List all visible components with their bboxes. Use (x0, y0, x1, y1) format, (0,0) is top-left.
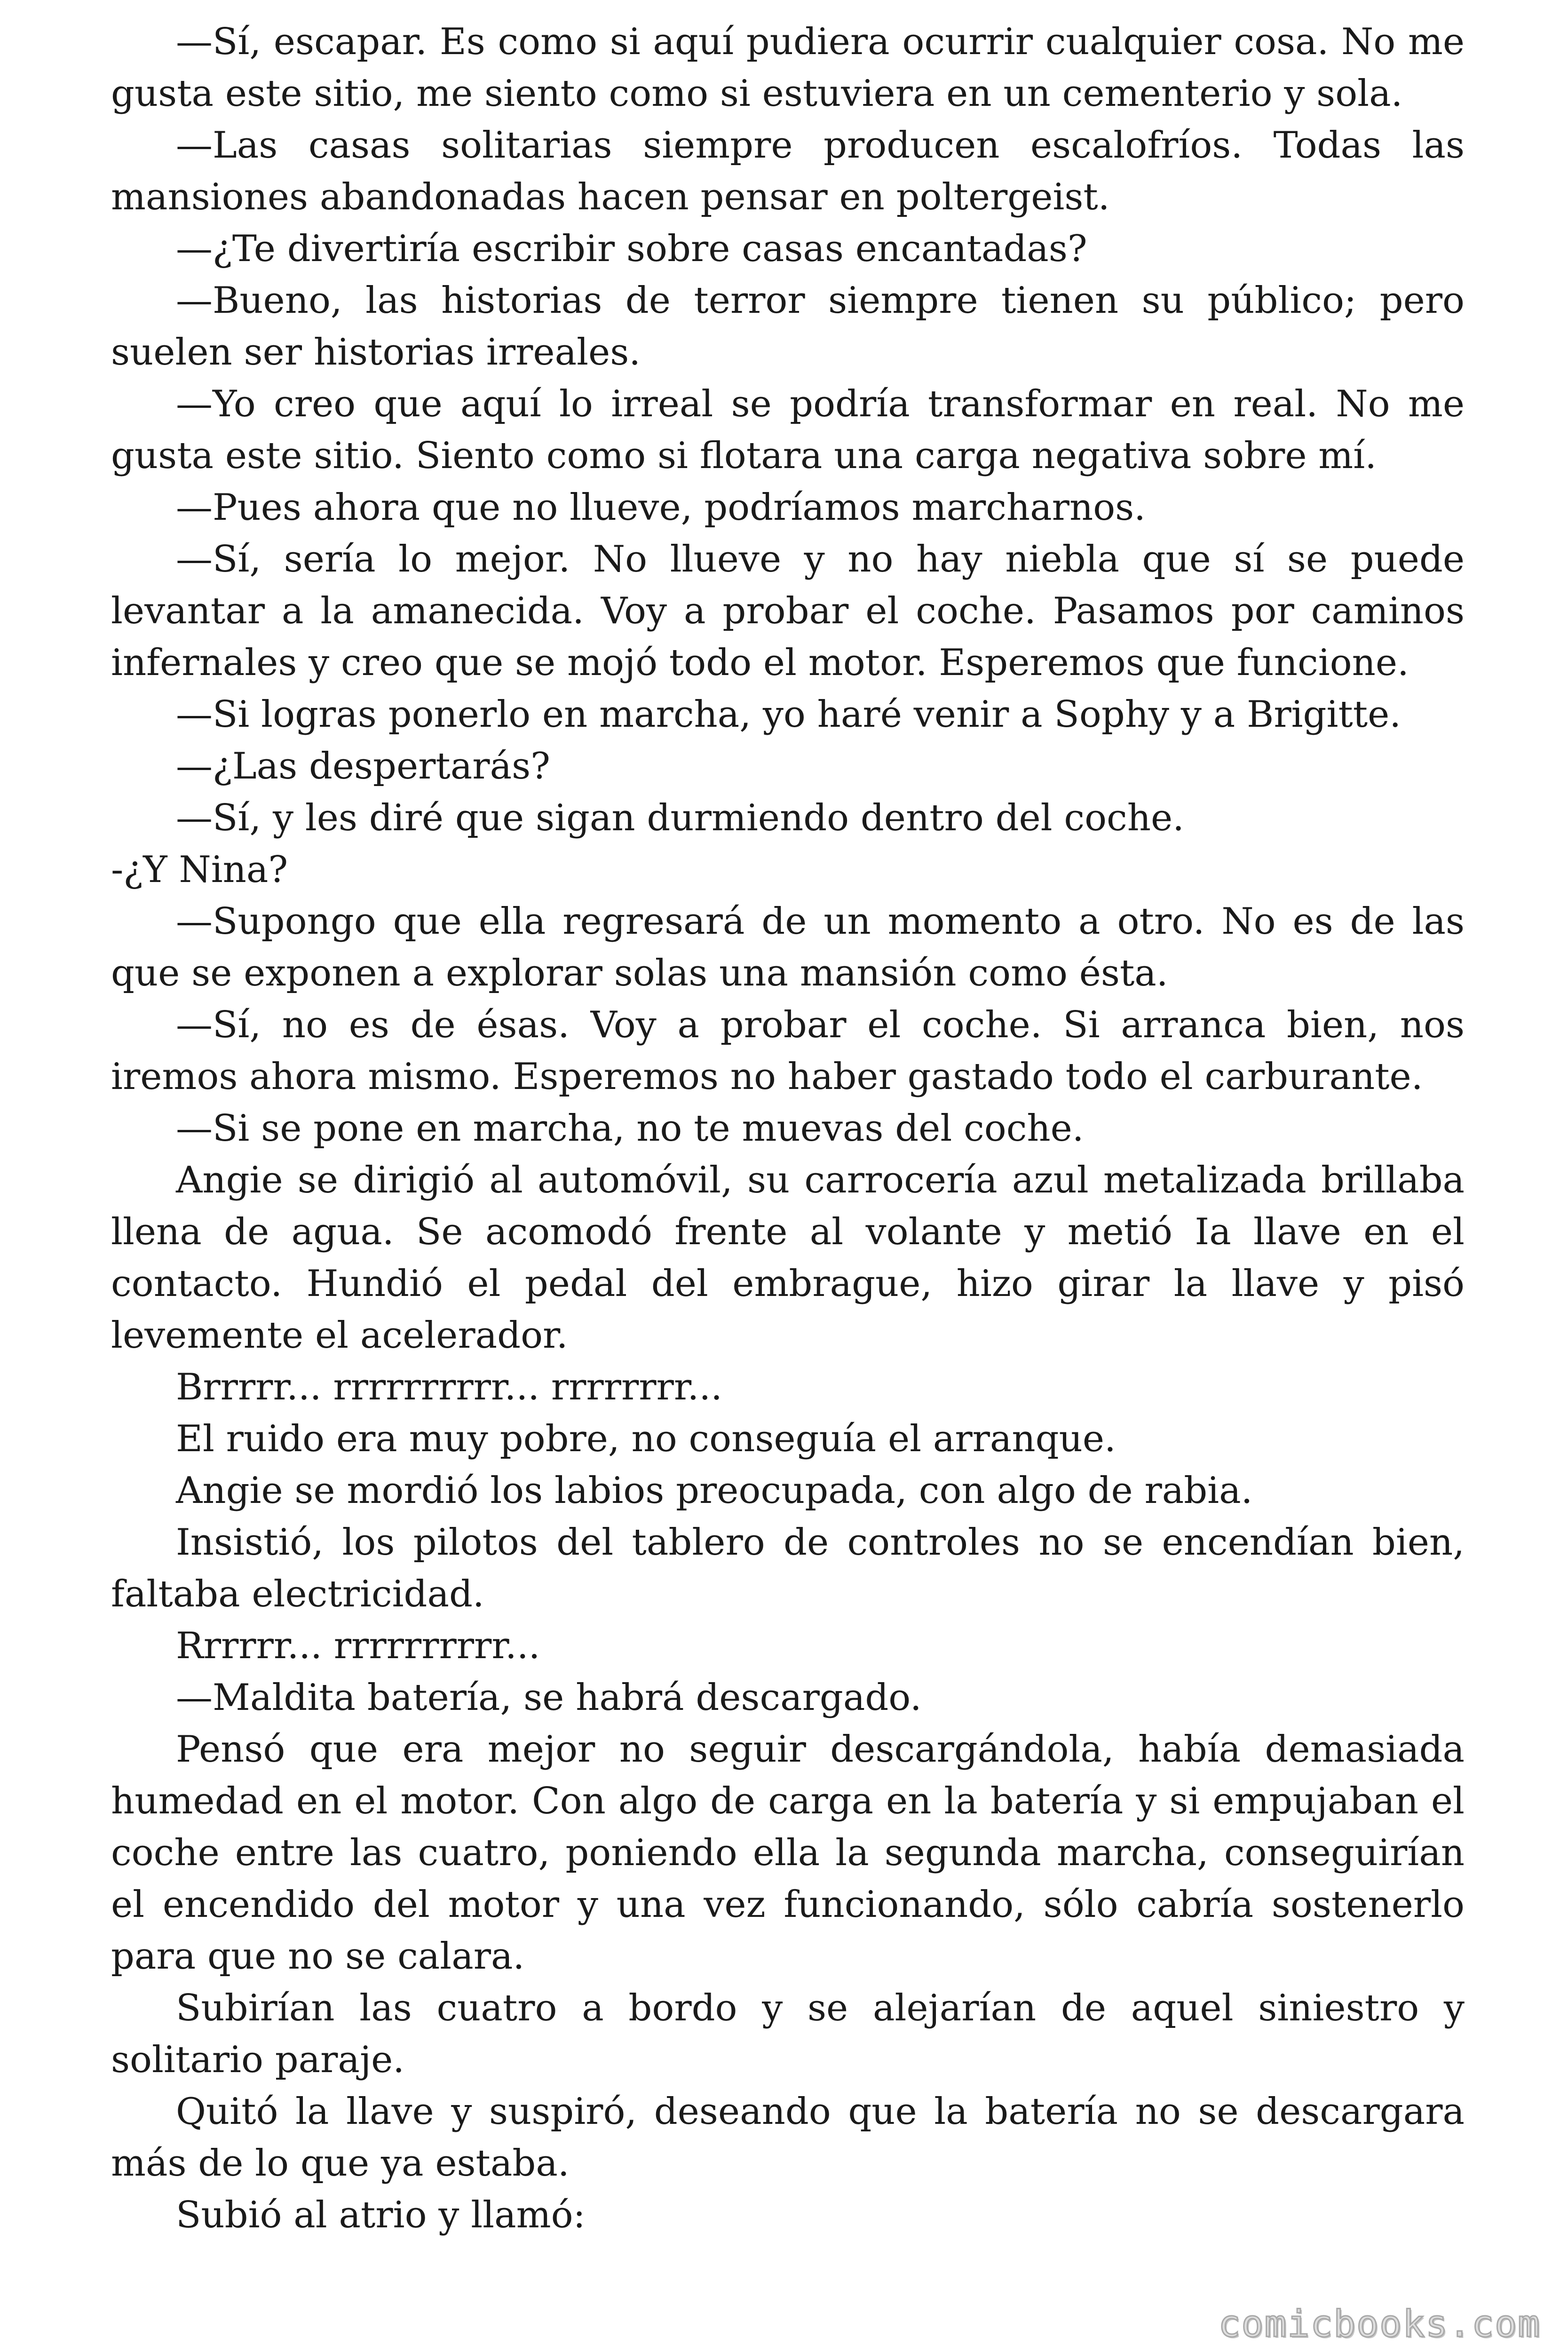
paragraph: Rrrrrr... rrrrrrrrrr... (176, 1625, 540, 1667)
watermark: comicbooks.com (1218, 2303, 1541, 2345)
paragraph: —¿Las despertarás? (176, 745, 550, 787)
paragraph: —Sí, no es de ésas. Voy a probar el coche. Si arranca bien, nos iremos ahora mismo. Esperemos no haber gastado todo el carburante. (111, 1004, 1465, 1098)
paragraph: —Sí, y les diré que sigan durmiendo dentro del coche. (176, 797, 1184, 839)
page-text (111, 16, 1465, 2321)
paragraph: Subió al atrio y llamó: (176, 2194, 586, 2236)
paragraph: Quitó la llave y suspiró, deseando que la batería no se descargara más de lo que ya estaba. (111, 2090, 1465, 2185)
paragraph: Pensó que era mejor no seguir descargándola, había demasiada humedad en el motor. Con algo de carga en la batería y si empujaban el coche entre las cuatro, poniendo ella la segunda marcha, conseguirían el encendido del motor y una vez funcionando, sólo cabría sostenerlo para que no se calara. (111, 1728, 1465, 1978)
paragraph: —Las casas solitarias siempre producen escalofríos. Todas las mansiones abandonadas hacen pensar en poltergeist. (111, 124, 1465, 218)
paragraph: —Sí, escapar. Es como si aquí pudiera ocurrir cualquier cosa. No me gusta este sitio, me siento como si estuviera en un cementerio y sola. (111, 21, 1465, 115)
paragraph: —Sí, sería lo mejor. No llueve y no hay niebla que sí se puede levantar a la amanecida. Voy a probar el coche. Pasamos por caminos infernales y creo que se mojó todo el motor. Esperemos que funcione. (111, 538, 1465, 684)
paragraph: —Supongo que ella regresará de un momento a otro. No es de las que se exponen a explorar solas una mansión como ésta. (111, 900, 1465, 994)
paragraph: —¿Te divertiría escribir sobre casas encantadas? (176, 228, 1087, 270)
paragraph: El ruido era muy pobre, no conseguía el arranque. (176, 1418, 1116, 1460)
paragraph: —Maldita batería, se habrá descargado. (176, 1677, 922, 1719)
paragraph: -¿Y Nina? (111, 849, 288, 891)
paragraph: —Pues ahora que no llueve, podríamos marcharnos. (176, 486, 1146, 529)
paragraph: —Si logras ponerlo en marcha, yo haré venir a Sophy y a Brigitte. (176, 693, 1402, 736)
paragraph: —Si se pone en marcha, no te muevas del coche. (176, 1107, 1084, 1150)
paragraph: Insistió, los pilotos del tablero de controles no se encendían bien, faltaba electricidad. (111, 1521, 1465, 1615)
paragraph: —Yo creo que aquí lo irreal se podría transformar en real. No me gusta este sitio. Siento como si flotara una carga negativa sobre mí. (111, 383, 1465, 477)
paragraph: Angie se mordió los labios preocupada, con algo de rabia. (176, 1470, 1253, 1512)
paragraph: Subirían las cuatro a bordo y se alejarían de aquel siniestro y solitario paraje. (111, 1987, 1465, 2081)
paragraph: Angie se dirigió al automóvil, su carrocería azul metalizada brillaba llena de agua. Se acomodó frente al volante y metió Ia llave en el contacto. Hundió el pedal del embrague, hizo girar la llave y pisó levemente el acelerador. (111, 1159, 1465, 1357)
paragraph: —Bueno, las historias de terror siempre tienen su público; pero suelen ser historias irreales. (111, 279, 1465, 373)
paragraph: Brrrrr... rrrrrrrrrr... rrrrrrrr... (176, 1366, 722, 1408)
